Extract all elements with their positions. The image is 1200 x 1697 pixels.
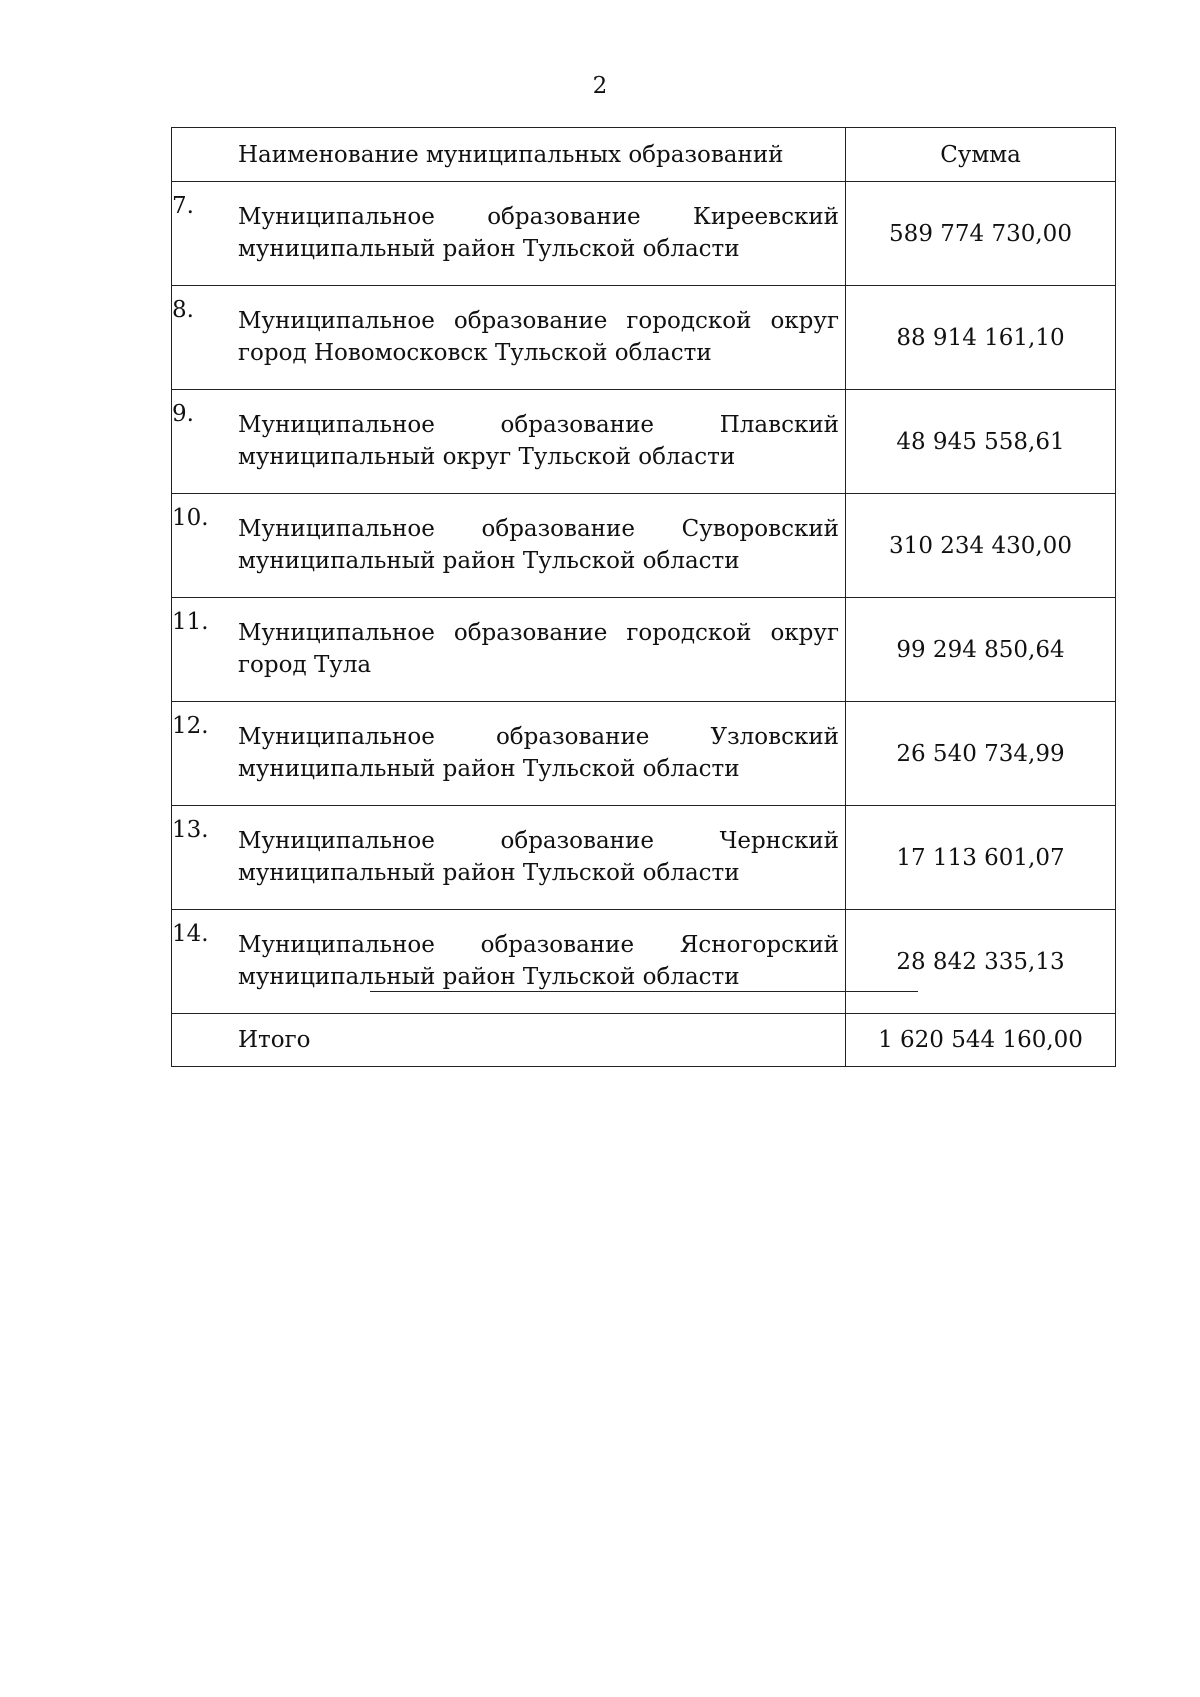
- column-header-name: Наименование муниципальных образований: [172, 128, 846, 182]
- row-number: 11.: [172, 609, 209, 635]
- table-row: [172, 286, 1116, 390]
- table-row: [172, 598, 1116, 702]
- row-number: 14.: [172, 921, 209, 947]
- municipality-cell: [172, 806, 846, 910]
- municipality-name: Муниципальное образование Киреевский муниципальный район Тульской области: [238, 204, 839, 262]
- municipality-cell: [172, 702, 846, 806]
- table-row: [172, 390, 1116, 494]
- sum-cell: 310 234 430,00: [846, 494, 1116, 598]
- total-label: Итого: [172, 1014, 846, 1067]
- table-header-row: [172, 128, 1116, 182]
- municipality-cell: [172, 910, 846, 1014]
- end-divider-line: [370, 991, 918, 992]
- sum-cell: 48 945 558,61: [846, 390, 1116, 494]
- table-row: [172, 702, 1116, 806]
- sum-cell: 28 842 335,13: [846, 910, 1116, 1014]
- row-number: 9.: [172, 401, 194, 427]
- municipality-cell: [172, 182, 846, 286]
- municipality-cell: [172, 390, 846, 494]
- row-number: 8.: [172, 297, 194, 323]
- sum-cell: 17 113 601,07: [846, 806, 1116, 910]
- total-row: [172, 1014, 1116, 1067]
- municipality-name: Муниципальное образование Суворовский муниципальный район Тульской области: [238, 516, 839, 574]
- sum-cell: 589 774 730,00: [846, 182, 1116, 286]
- column-header-sum: Сумма: [846, 128, 1116, 182]
- distribution-table: [171, 127, 1116, 1067]
- municipality-cell: [172, 286, 846, 390]
- total-sum: 1 620 544 160,00: [846, 1014, 1116, 1067]
- municipality-name: Муниципальное образование Узловский муниципальный район Тульской области: [238, 724, 839, 782]
- municipality-name: Муниципальное образование Плавский муниципальный округ Тульской области: [238, 412, 839, 470]
- municipality-name: Муниципальное образование Чернский муниципальный район Тульской области: [238, 828, 839, 886]
- sum-cell: 99 294 850,64: [846, 598, 1116, 702]
- row-number: 13.: [172, 817, 209, 843]
- table-row: [172, 182, 1116, 286]
- row-number: 10.: [172, 505, 209, 531]
- row-number: 12.: [172, 713, 209, 739]
- municipality-name: Муниципальное образование городской округ город Тула: [238, 620, 839, 678]
- row-number: 7.: [172, 193, 194, 219]
- table-row: [172, 494, 1116, 598]
- table-row: [172, 910, 1116, 1014]
- municipality-cell: [172, 494, 846, 598]
- page-number: 2: [592, 73, 608, 99]
- municipality-cell: [172, 598, 846, 702]
- table-row: [172, 806, 1116, 910]
- sum-cell: 26 540 734,99: [846, 702, 1116, 806]
- municipality-name: Муниципальное образование Ясногорский муниципальный район Тульской области: [238, 932, 839, 990]
- sum-cell: 88 914 161,10: [846, 286, 1116, 390]
- municipality-name: Муниципальное образование городской округ город Новомосковск Тульской области: [238, 308, 839, 366]
